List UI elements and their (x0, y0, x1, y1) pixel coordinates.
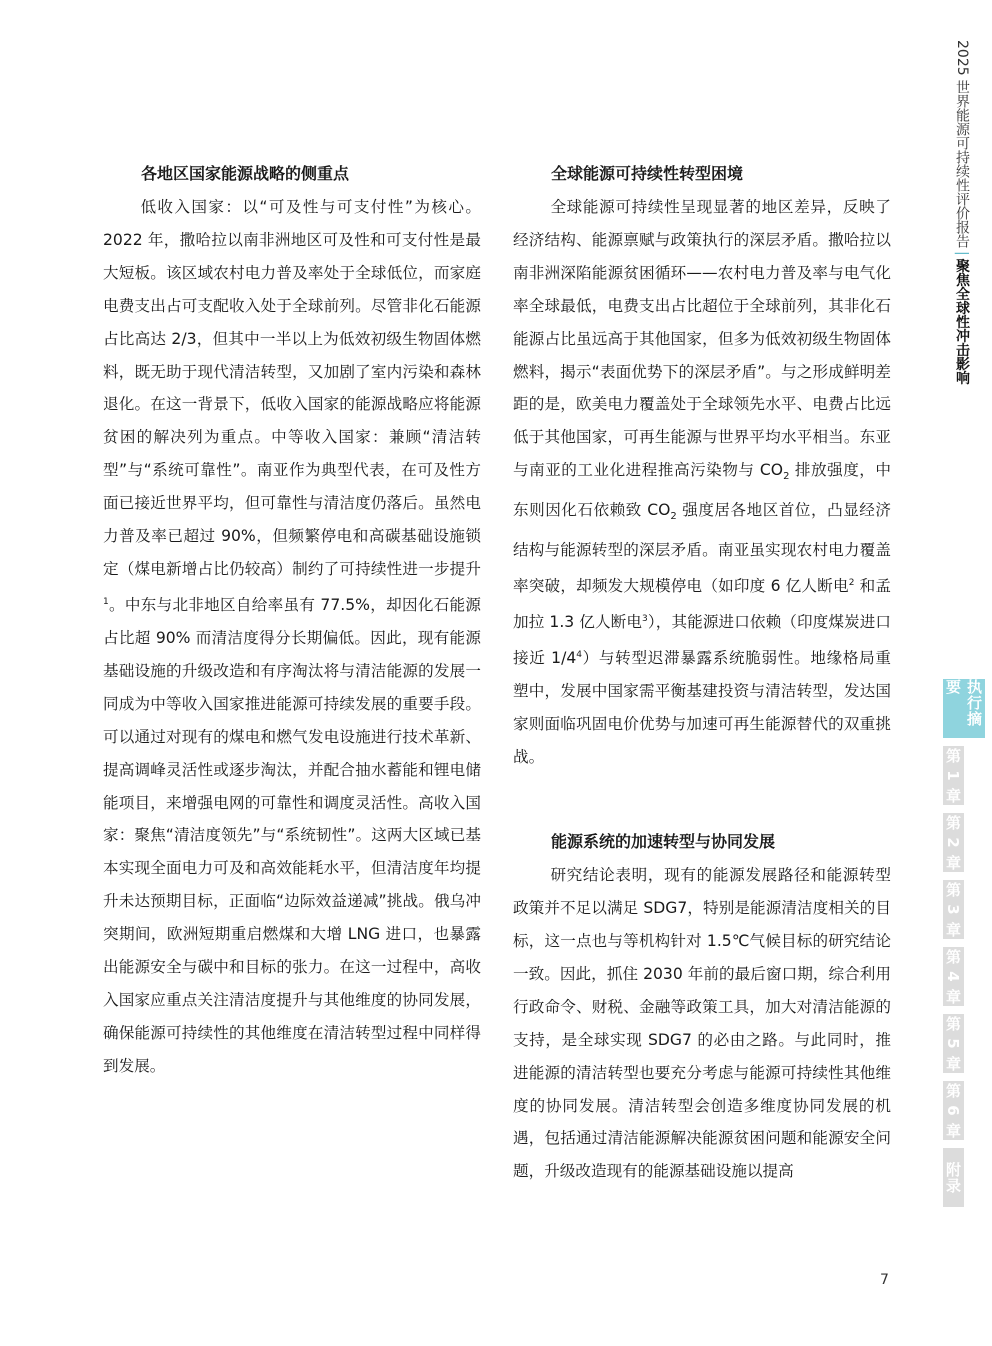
paragraph-accelerated-transition: 研究结论表明，现有的能源发展路径和能源转型政策并不足以满足 SDG7，特别是能源清洁度相关的目标，这一点也与等机构针对 1.5℃气候目标的研究结论一致。因此，抓住 2030 年前的最后窗口期，综合利用行政命令、财税、金融等政策工具，加大对清洁能源的支持，是全球实现 SDG7 的必由之路。与此同时，推进能源的清洁转型也要充分考虑与能源可持续性其他维度的协同发展。清洁转型会创造多维度协同发展的机遇，包括通过清洁能源解决能源贫困问题和能源安全问题，升级改造现有的能源基础设施以提高 (513, 866, 891, 1181)
paragraph-regional-strategy (103, 191, 481, 1083)
chapter-tabs (943, 679, 992, 1215)
section-heading-transition-dilemma: 全球能源可持续性转型困境 (551, 164, 744, 183)
tab-chapter-1[interactable]: 第 1 章 (944, 747, 962, 804)
report-running-title (944, 40, 980, 385)
footnote-ref-1[interactable]: 1 (103, 596, 109, 607)
subscript-2: 2 (783, 471, 790, 483)
tab-executive-summary[interactable]: 执行摘要 (943, 679, 985, 738)
text-run: 强度居各地区首位，凸显经济结构与能源转型的深层矛盾。南亚虽实现农村电力覆盖率突破，却频发大规模停电（如印度 6 亿人断电 (513, 501, 891, 596)
text-run: 低收入国家：以“可及性与可支付性”为核心。2022 年，撒哈拉以南非洲地区可及性和可支付性是最大短板。该区域农村电力普及率处于全球低位，而家庭电费支出占可支配收入处于全球前列。尽管非化石能源占比高达 2/3，但其中一半以上为低效初级生物固体燃料，既无助于现代清洁转型，又加剧了室内污染和森林退化。在这一背景下，低收入国家的能源战略应将能源贫困的解决列为重点。中等收入国家：兼顾“清洁转型”与“系统可靠性”。南亚作为典型代表，在可及性方面已接近世界平均，但可靠性与清洁度仍落后。虽然电力普及率已超过 90%，但频繁停电和高碳基础设施锁定（煤电新增占比仍较高）制约了可持续性进一步提升 (103, 198, 481, 578)
report-subtitle: 聚焦全球性冲击影响 (954, 258, 970, 385)
left-column (103, 157, 481, 1083)
footnote-ref-3[interactable]: 3 (642, 614, 648, 625)
text-run: 全球能源可持续性呈现显著的地区差异，反映了经济结构、能源禀赋与政策执行的深层矛盾。撒哈拉以南非洲深陷能源贫困循环——农村电力普及率与电气化率全球最低，电费支出占比超位于全球前列，其非化石能源占比虽远高于其他国家，但多为低效初级生物固体燃料，揭示“表面优势下的深层矛盾”。与之形成鲜明差距的是，欧美电力覆盖处于全球领先水平、电费占比远低于其他国家，可再生能源与世界平均水平相当。东亚与南亚的工业化进程推高污染物与 CO (513, 198, 891, 480)
tab-chapter-3[interactable]: 第 3 章 (944, 881, 962, 938)
text-run: 排放强度，中东则因化石依赖致 CO (513, 461, 891, 520)
tab-chapter-2[interactable]: 第 2 章 (944, 814, 962, 871)
tab-chapter-6[interactable]: 第 6 章 (944, 1082, 962, 1139)
page-number: 7 (880, 1272, 889, 1288)
text-run: 。中东与北非地区自给率虽有 77.5%，却因化石能源占比超 90% 而清洁度得分长期偏低。因此，现有能源基础设施的升级改造和有序淘汰将与清洁能源的发展一同成为中等收入国家推进能源可持续发展的重要手段。可以通过对现有的煤电和燃气发电设施进行技术革新、提高调峰灵活性或逐步淘汰，并配合抽水蓄能和锂电储能项目，来增强电网的可靠性和调度灵活性。高收入国家：聚焦“清洁度领先”与“系统韧性”。这两大区域已基本实现全面电力可及和高效能耗水平，但清洁度年均提升未达预期目标，正面临“边际效益递减”挑战。俄乌冲突期间，欧洲短期重启燃煤和大增 LNG 进口，也暴露出能源安全与碳中和目标的张力。在这一过程中，高收入国家应重点关注清洁度提升与其他维度的协同发展，确保能源可持续性的其他维度在清洁转型过程中同样得到发展。 (103, 596, 481, 1075)
report-title: 2025 世界能源可持续性评价报告 (954, 40, 970, 249)
tab-chapter-5[interactable]: 第 5 章 (944, 1015, 962, 1072)
text-run: ）与转型迟滞暴露系统脆弱性。地缘格局重塑中，发展中国家需平衡基建投资与清洁转型，发达国家则面临巩固电价优势与加速可再生能源替代的双重挑战。 (513, 649, 891, 767)
subscript-2: 2 (670, 511, 677, 523)
tab-chapter-4[interactable]: 第 4 章 (944, 948, 962, 1005)
right-column (513, 157, 891, 1188)
tab-appendix[interactable]: 附录 (943, 1148, 964, 1207)
footnote-ref-2[interactable]: 2 (848, 578, 855, 589)
footnote-ref-4[interactable]: 4 (576, 650, 582, 661)
section-gap (513, 774, 891, 825)
text-run: ），其能源进口依赖（印度煤炭进口接近 1/4 (513, 613, 892, 668)
section-heading-regional-strategy: 各地区国家能源战略的侧重点 (141, 164, 350, 183)
section-heading-accelerated-transition: 能源系统的加速转型与协同发展 (551, 832, 776, 852)
title-separator: | (954, 251, 970, 256)
paragraph-transition-dilemma (513, 191, 891, 774)
text-run: 和孟加拉 1.3 亿人断电 (513, 577, 891, 632)
